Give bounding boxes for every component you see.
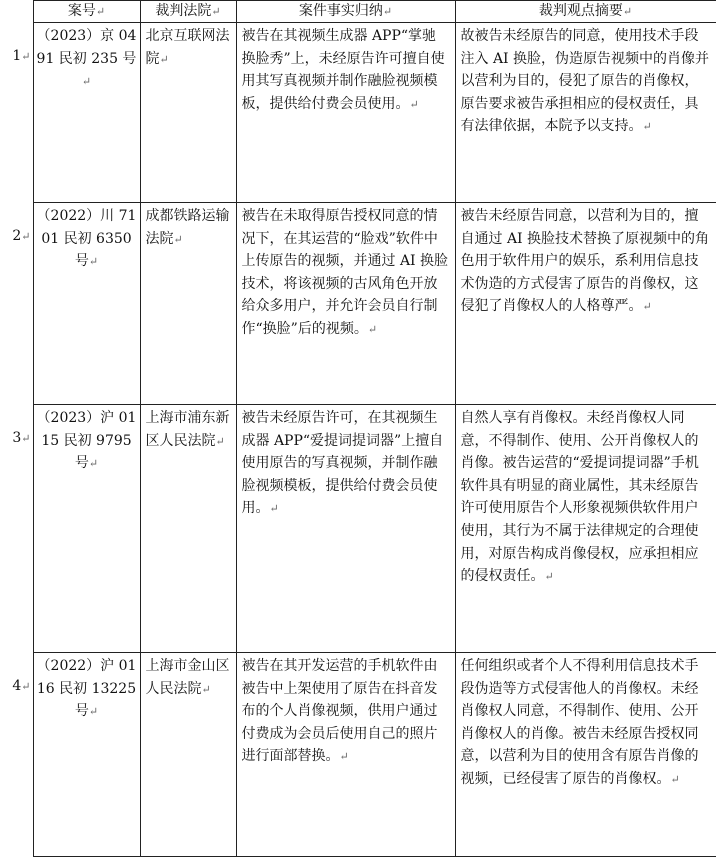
judgment-opinion: 任何组织或者个人不得利用信息技术手段伪造等方式侵害他人的肖像权。未经肖像权人同意，不得制作、使用、公开肖像权人的肖像。被告未经原告授权同意，以营利为目的使用含有原告肖像的视频，已经侵害了原告的肖像权。↵ [455,653,716,857]
table-row [0,203,716,405]
case-facts: 被告未经原告许可，在其视频生成器 APP“爱提词提词器”上擅自使用原告的写真视频，并制作融脸视频模板，提供给付费会员使用。↵ [236,405,455,653]
header-facts: 案件事实归纳↵ [236,1,455,23]
table-row [0,653,716,857]
row-index: 2↵ [0,203,33,405]
table-row [0,405,716,653]
row-index: 4↵ [0,653,33,857]
header-case-no: 案号↵ [33,1,140,23]
judgment-opinion: 故被告未经原告的同意，使用技术手段注入 AI 换脸，伪造原告视频中的肖像并以营利为目的，侵犯了原告的肖像权，原告要求被告承担相应的侵权责任，具有法律依据，本院予以支持。↵ [455,23,716,203]
judgment-opinion: 被告未经原告同意，以营利为目的，擅自通过 AI 换脸技术替换了原视频中的角色用于软件用户的娱乐，系利用信息技术伪造的方式侵害了原告的肖像权，这侵犯了肖像权人的人格尊严。↵ [455,203,716,405]
header-court: 裁判法院↵ [140,1,236,23]
table-row [0,23,716,203]
index-header [0,1,33,23]
header-opinion: 裁判观点摘要↵ [455,1,716,23]
row-index: 1↵ [0,23,33,203]
case-facts: 被告在其视频生成器 APP“掌驰换脸秀”上，未经原告许可擅自使用其写真视频并制作融脸视频模板，提供给付费会员使用。↵ [236,23,455,203]
case-number: （2023）沪 0115 民初 9795 号↵ [33,405,140,653]
header-row [0,1,716,23]
court-name: 上海市金山区人民法院↵ [140,653,236,857]
case-facts: 被告在其开发运营的手机软件由被告中上架使用了原告在抖音发布的个人肖像视频，供用户通过付费成为会员后使用自己的照片进行面部替换。↵ [236,653,455,857]
court-name: 上海市浦东新区人民法院↵ [140,405,236,653]
case-number: （2022）沪 0116 民初 13225 号↵ [33,653,140,857]
court-name: 成都铁路运输法院↵ [140,203,236,405]
case-number: （2023）京 0491 民初 235 号↵ [33,23,140,203]
case-facts: 被告在未取得原告授权同意的情况下，在其运营的“脸戏”软件中上传原告的视频，并通过 AI 换脸技术，将该视频的古风角色开放给众多用户，并允许会员自行制作“换脸”后的视频。↵ [236,203,455,405]
judgment-opinion: 自然人享有肖像权。未经肖像权人同意，不得制作、使用、公开肖像权人的肖像。被告运营的“爱提词提词器”手机软件具有明显的商业属性，其未经原告许可使用原告个人形象视频供软件用户使用，其行为不属于法律规定的合理使用，对原告构成肖像侵权，应承担相应的侵权责任。↵ [455,405,716,653]
row-index: 3↵ [0,405,33,653]
case-number: （2022）川 7101 民初 6350 号↵ [33,203,140,405]
court-name: 北京互联网法院↵ [140,23,236,203]
